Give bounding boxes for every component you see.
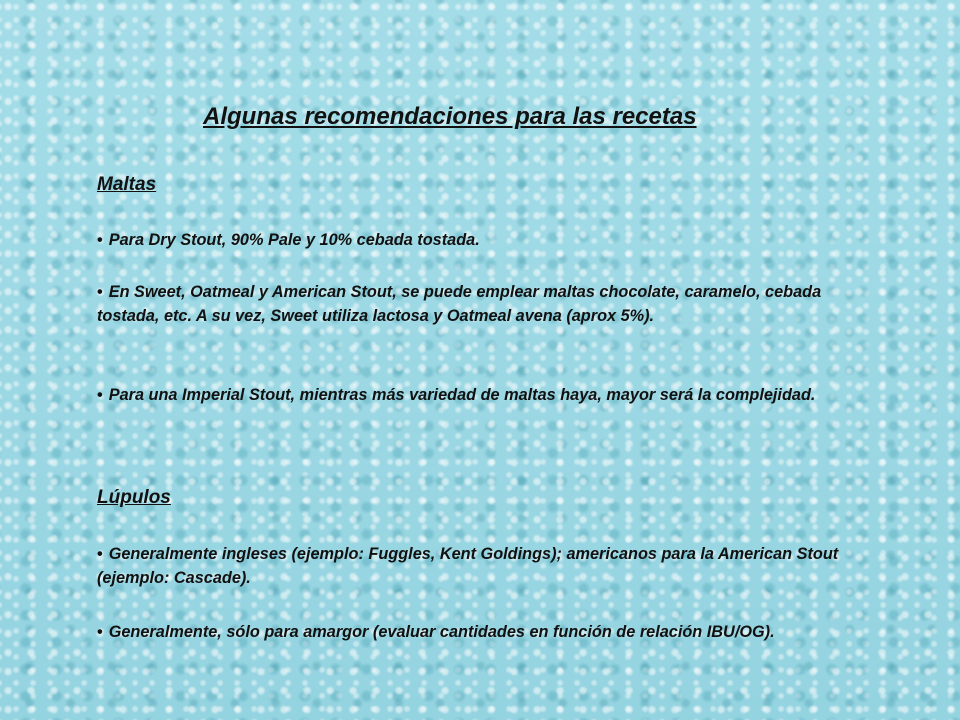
bullet-icon: • xyxy=(97,386,103,404)
bullet-text: Para Dry Stout, 90% Pale y 10% cebada tostada. xyxy=(108,231,480,249)
bullet-item-lupulos-2 xyxy=(97,620,877,644)
bullet-icon: • xyxy=(97,623,103,641)
bullet-text: Para una Imperial Stout, mientras más variedad de maltas haya, mayor será la complejidad. xyxy=(108,386,816,404)
bullet-item-maltas-1 xyxy=(97,228,877,252)
bullet-icon: • xyxy=(97,545,103,563)
section-heading-maltas: Maltas xyxy=(97,174,157,195)
bullet-item-lupulos-1 xyxy=(97,542,877,590)
bullet-icon: • xyxy=(97,231,103,249)
bullet-item-maltas-3 xyxy=(97,383,877,407)
bullet-icon: • xyxy=(97,283,103,301)
bullet-text: Generalmente, sólo para amargor (evaluar cantidades en función de relación IBU/OG). xyxy=(108,623,775,641)
bullet-text: Generalmente ingleses (ejemplo: Fuggles, Kent Goldings); americanos para la American Stout (ejemplo: Cascade). xyxy=(97,545,839,587)
slide-title: Algunas recomendaciones para las recetas xyxy=(203,103,697,130)
bullet-text: En Sweet, Oatmeal y American Stout, se puede emplear maltas chocolate, caramelo, cebada tostada, etc. A su vez, Sweet utiliza lactosa y Oatmeal avena (aprox 5%). xyxy=(97,283,822,325)
bullet-item-maltas-2 xyxy=(97,280,877,328)
section-heading-lupulos: Lúpulos xyxy=(97,487,171,508)
